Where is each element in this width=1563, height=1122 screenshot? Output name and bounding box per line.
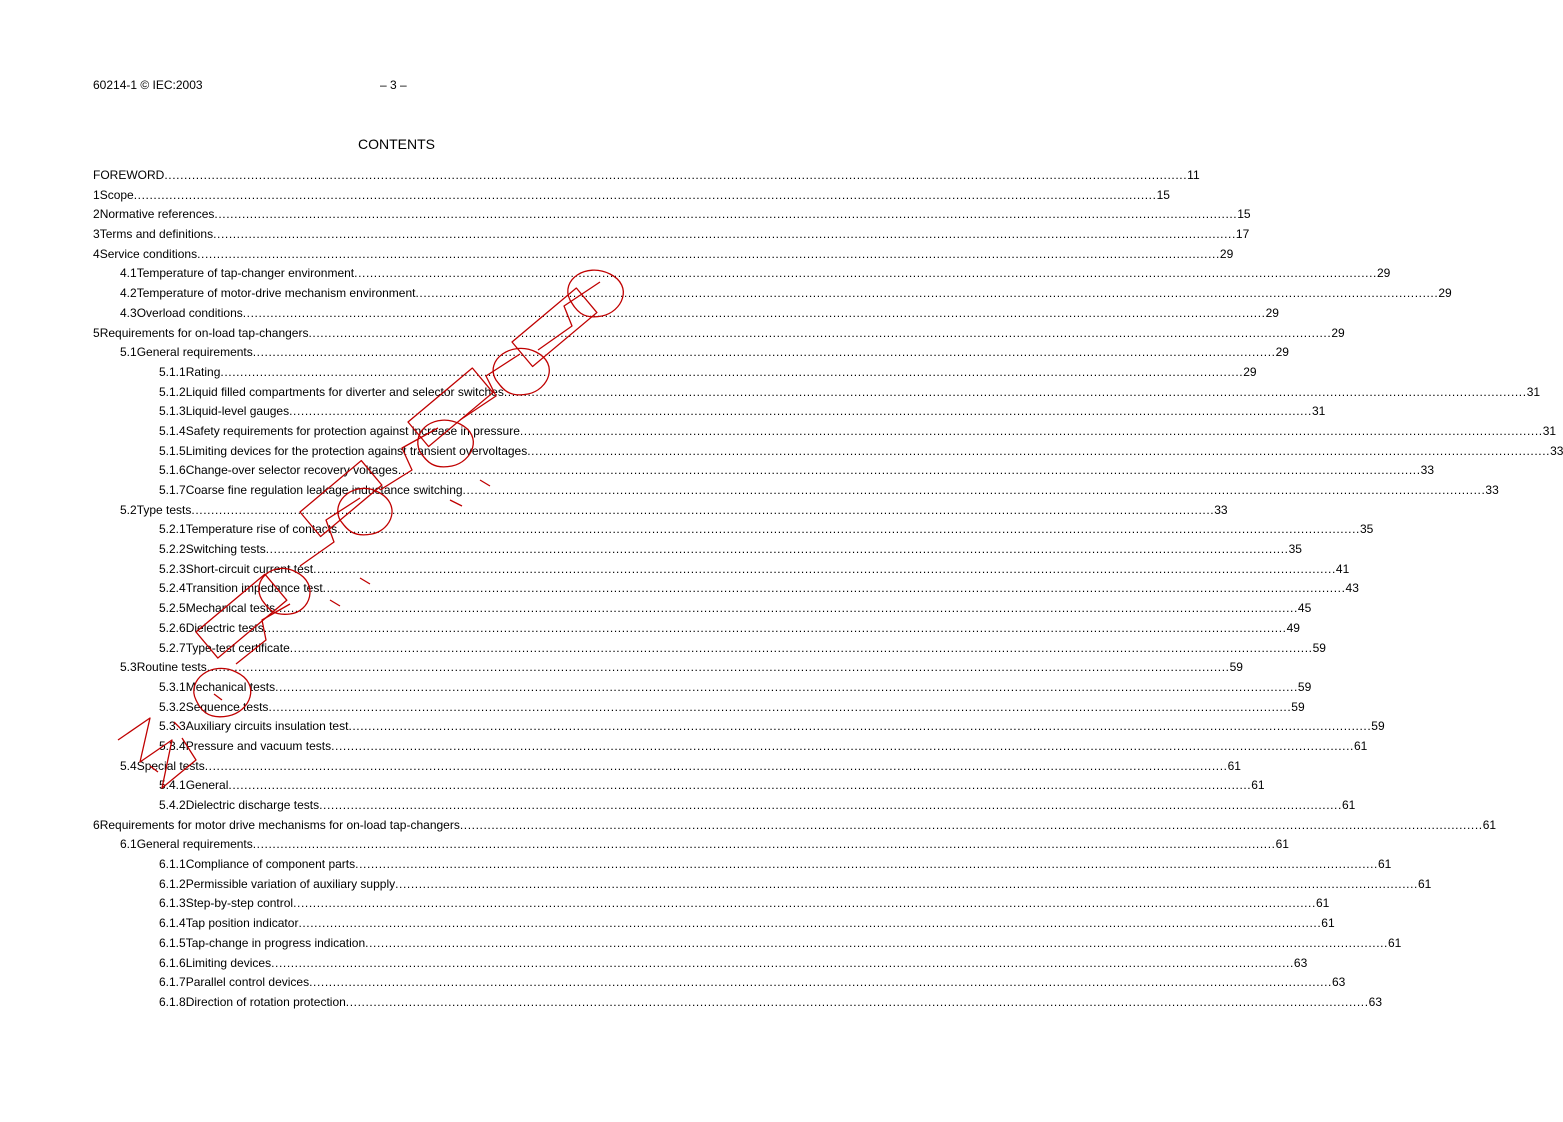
dot-leader: .................................................................................................................................................................................................................................................................... bbox=[293, 896, 1316, 911]
toc-entry-page: 43 bbox=[1345, 581, 1359, 596]
toc-entry-number: 6.1.7 bbox=[159, 975, 186, 990]
dot-leader: .................................................................................................................................................................................................................................................................... bbox=[519, 423, 1543, 438]
dot-leader: .................................................................................................................................................................................................................................................................... bbox=[265, 542, 1289, 557]
toc-entry[interactable] bbox=[93, 422, 1557, 442]
toc-entry-title: Limiting devices for the protection against transient overvoltages bbox=[185, 443, 528, 458]
toc-entry-title: Tap-change in progress indication bbox=[185, 935, 366, 950]
toc-entry-page: 31 bbox=[1542, 423, 1557, 438]
toc-entry[interactable] bbox=[93, 816, 1497, 836]
toc-entry-title: Liquid-level gauges bbox=[185, 404, 290, 419]
dot-leader: .................................................................................................................................................................................................................................................................... bbox=[354, 266, 1377, 281]
dot-leader: .................................................................................................................................................................................................................................................................... bbox=[275, 601, 1298, 616]
toc-entry-page: 17 bbox=[1235, 227, 1250, 242]
toc-entry-title: Coarse fine regulation leakage inductance switching bbox=[185, 483, 463, 497]
toc-entry-number: 5.4 bbox=[120, 758, 137, 773]
toc-entry-number: 5.3.4 bbox=[159, 738, 186, 753]
dot-leader: .................................................................................................................................................................................................................................................................... bbox=[289, 404, 1312, 419]
toc-entry-page: 45 bbox=[1297, 601, 1312, 616]
toc-entry-number: 5.2.7 bbox=[159, 640, 186, 655]
dot-leader: .................................................................................................................................................................................................................................................................... bbox=[263, 620, 1287, 635]
dot-leader: .................................................................................................................................................................................................................................................................... bbox=[527, 443, 1551, 458]
dot-leader: .................................................................................................................................................................................................................................................................... bbox=[355, 857, 1378, 872]
toc-entry[interactable] bbox=[93, 540, 1302, 560]
dot-leader: .................................................................................................................................................................................................................................................................... bbox=[319, 798, 1342, 812]
dot-leader: .................................................................................................................................................................................................................................................................... bbox=[397, 463, 1421, 478]
toc-entry-page: 49 bbox=[1286, 620, 1300, 635]
toc-entry-page: 61 bbox=[1353, 738, 1368, 753]
toc-entry[interactable] bbox=[93, 343, 1289, 363]
toc-entry-number: 5.4.1 bbox=[159, 778, 186, 793]
toc-entry[interactable] bbox=[93, 993, 1382, 1013]
dot-leader: .................................................................................................................................................................................................................................................................... bbox=[268, 699, 1292, 714]
dot-leader: .................................................................................................................................................................................................................................................................... bbox=[337, 522, 1360, 537]
dot-leader: .................................................................................................................................................................................................................................................................... bbox=[214, 207, 1238, 222]
toc-entry-page: 35 bbox=[1288, 542, 1302, 557]
toc-entry[interactable] bbox=[93, 520, 1374, 540]
toc-entry[interactable] bbox=[93, 442, 1563, 462]
toc-entry-page: 31 bbox=[1526, 384, 1541, 399]
toc-entry-title: Transition impedance test bbox=[185, 581, 323, 596]
dot-leader: .................................................................................................................................................................................................................................................................... bbox=[503, 384, 1527, 399]
toc-entry-number: 6 bbox=[93, 817, 100, 832]
toc-entry[interactable] bbox=[93, 717, 1385, 737]
toc-entry-title: Sequence tests bbox=[185, 699, 269, 714]
toc-entry-title: Pressure and vacuum tests bbox=[185, 738, 332, 753]
toc-entry-title: Short-circuit current test bbox=[185, 561, 314, 576]
toc-entry-title: Service conditions bbox=[99, 246, 198, 261]
toc-entry-page: 29 bbox=[1376, 266, 1391, 281]
toc-entry-title: Temperature of tap-changer environment bbox=[136, 266, 355, 281]
toc-entry-page: 63 bbox=[1368, 994, 1382, 1009]
toc-entry-title: Requirements for motor drive mechanisms for on-load tap-changers bbox=[99, 817, 460, 832]
toc-entry[interactable] bbox=[93, 914, 1335, 934]
dot-leader: .................................................................................................................................................................................................................................................................... bbox=[289, 640, 1313, 655]
toc-entry-number: 5.1.1 bbox=[159, 364, 186, 379]
dot-leader: .................................................................................................................................................................................................................................................................... bbox=[197, 246, 1220, 261]
toc-entry-title: Normative references bbox=[99, 207, 215, 222]
toc-entry-title: Temperature rise of contacts bbox=[185, 522, 338, 537]
toc-entry[interactable] bbox=[93, 304, 1279, 324]
toc-entry-page: 29 bbox=[1331, 325, 1345, 340]
toc-entry-number: 4.2 bbox=[120, 286, 137, 301]
toc-entry-page: 29 bbox=[1438, 286, 1452, 301]
toc-entry-page: 61 bbox=[1482, 817, 1497, 832]
dot-leader: .................................................................................................................................................................................................................................................................... bbox=[275, 679, 1298, 694]
toc-entry-number: 5.3.2 bbox=[159, 699, 186, 714]
toc-entry[interactable] bbox=[93, 973, 1346, 993]
toc-entry-title: Auxiliary circuits insulation test bbox=[185, 719, 349, 734]
toc-entry-title: Parallel control devices bbox=[185, 975, 310, 990]
toc-entry[interactable] bbox=[93, 599, 1312, 619]
toc-entry-title: Temperature of motor-drive mechanism environment bbox=[136, 286, 416, 301]
toc-entry-page: 61 bbox=[1341, 798, 1356, 812]
toc-entry-number: 4.1 bbox=[120, 266, 137, 281]
toc-entry-title: Switching tests bbox=[185, 542, 266, 557]
toc-entry-title: Liquid filled compartments for diverter and selector switches bbox=[185, 384, 504, 399]
toc-entry[interactable] bbox=[93, 678, 1312, 698]
toc-entry-page: 15 bbox=[1237, 207, 1251, 222]
toc-entry[interactable] bbox=[93, 934, 1402, 954]
toc-entry[interactable] bbox=[93, 560, 1350, 580]
toc-entry-title: Direction of rotation protection bbox=[185, 994, 346, 1009]
page-number: – 3 – bbox=[380, 78, 407, 92]
dot-leader: .................................................................................................................................................................................................................................................................... bbox=[252, 345, 1276, 360]
toc-entry[interactable] bbox=[93, 186, 1170, 206]
dot-leader: .................................................................................................................................................................................................................................................................... bbox=[252, 837, 1276, 852]
toc-entry-number: 5.2.3 bbox=[159, 561, 186, 576]
dot-leader: .................................................................................................................................................................................................................................................................... bbox=[365, 935, 1388, 950]
dot-leader: .................................................................................................................................................................................................................................................................... bbox=[242, 305, 1266, 320]
dot-leader: .................................................................................................................................................................................................................................................................... bbox=[331, 738, 1354, 753]
toc-entry[interactable] bbox=[93, 757, 1241, 777]
table-of-contents bbox=[93, 166, 1563, 1013]
toc-entry-title: General requirements bbox=[136, 345, 253, 360]
toc-entry[interactable] bbox=[93, 324, 1345, 344]
toc-entry[interactable] bbox=[93, 639, 1326, 659]
dot-leader: .................................................................................................................................................................................................................................................................... bbox=[395, 876, 1418, 891]
toc-entry[interactable] bbox=[93, 383, 1541, 403]
toc-entry-title: Compliance of component parts bbox=[185, 857, 356, 872]
toc-entry-page: 35 bbox=[1359, 522, 1374, 537]
toc-entry[interactable] bbox=[93, 579, 1359, 599]
toc-entry-number: 5.3.1 bbox=[159, 679, 186, 694]
toc-entry-number: 5.2.5 bbox=[159, 601, 186, 616]
toc-entry-number: 6.1.2 bbox=[159, 876, 186, 891]
toc-entry[interactable] bbox=[93, 481, 1499, 501]
toc-entry[interactable] bbox=[93, 737, 1368, 757]
dot-leader: .................................................................................................................................................................................................................................................................... bbox=[298, 916, 1322, 931]
toc-entry-page: 63 bbox=[1331, 975, 1346, 990]
toc-entry-page: 33 bbox=[1214, 502, 1228, 517]
toc-entry[interactable] bbox=[93, 658, 1243, 678]
toc-entry[interactable] bbox=[93, 205, 1251, 225]
toc-entry-page: 31 bbox=[1311, 404, 1326, 419]
dot-leader: .................................................................................................................................................................................................................................................................... bbox=[345, 994, 1369, 1009]
toc-entry-title: Dielectric tests bbox=[185, 620, 264, 635]
toc-entry-page: 61 bbox=[1251, 778, 1265, 793]
toc-entry[interactable] bbox=[93, 461, 1435, 481]
toc-entry[interactable] bbox=[93, 501, 1228, 521]
toc-entry-number: 5.1.7 bbox=[159, 483, 186, 497]
toc-entry-page: 11 bbox=[1187, 168, 1200, 182]
dot-leader: .................................................................................................................................................................................................................................................................... bbox=[313, 561, 1336, 576]
dot-leader: .................................................................................................................................................................................................................................................................... bbox=[164, 168, 1188, 182]
toc-entry-title: Mechanical tests bbox=[185, 601, 276, 616]
toc-entry-number: 6.1.8 bbox=[159, 994, 186, 1009]
toc-entry-number: 6.1.6 bbox=[159, 955, 186, 970]
toc-entry-page: 61 bbox=[1227, 758, 1241, 773]
toc-entry-number: 1 bbox=[93, 187, 100, 202]
dot-leader: .................................................................................................................................................................................................................................................................... bbox=[459, 817, 1483, 832]
dot-leader: .................................................................................................................................................................................................................................................................... bbox=[348, 719, 1372, 734]
toc-entry[interactable] bbox=[93, 796, 1356, 816]
toc-entry-number: 5.2.4 bbox=[159, 581, 186, 596]
toc-entry-title: Type tests bbox=[136, 502, 192, 517]
toc-entry[interactable] bbox=[93, 835, 1289, 855]
toc-entry-number: 3 bbox=[93, 227, 100, 242]
toc-entry-number: 5.1.4 bbox=[159, 423, 186, 438]
toc-entry-number: 5.1.2 bbox=[159, 384, 186, 399]
toc-entry-title: Dielectric discharge tests bbox=[185, 798, 320, 812]
toc-entry-number: 5.1.6 bbox=[159, 463, 186, 478]
toc-entry-number: 5.1.5 bbox=[159, 443, 186, 458]
toc-entry-number: 5 bbox=[93, 325, 100, 340]
toc-entry-title: Limiting devices bbox=[185, 955, 272, 970]
dot-leader: .................................................................................................................................................................................................................................................................... bbox=[308, 325, 1332, 340]
toc-entry-page: 33 bbox=[1485, 483, 1499, 497]
toc-entry-page: 61 bbox=[1388, 935, 1402, 950]
toc-entry-page: 61 bbox=[1315, 896, 1330, 911]
toc-entry-title: Scope bbox=[99, 187, 134, 202]
toc-entry-page: 15 bbox=[1156, 187, 1170, 202]
dot-leader: .................................................................................................................................................................................................................................................................... bbox=[191, 502, 1215, 517]
toc-entry-page: 61 bbox=[1377, 857, 1392, 872]
toc-entry-number: 5.2.2 bbox=[159, 542, 186, 557]
toc-entry-number: 6.1.1 bbox=[159, 857, 186, 872]
dot-leader: .................................................................................................................................................................................................................................................................... bbox=[206, 660, 1230, 675]
toc-entry-title: Special tests bbox=[136, 758, 205, 773]
toc-entry-page: 59 bbox=[1291, 699, 1305, 714]
dot-leader: .................................................................................................................................................................................................................................................................... bbox=[462, 483, 1486, 497]
dot-leader: .................................................................................................................................................................................................................................................................... bbox=[309, 975, 1332, 990]
toc-entry[interactable] bbox=[93, 264, 1391, 284]
dot-leader: .................................................................................................................................................................................................................................................................... bbox=[213, 227, 1236, 242]
toc-entry-page: 59 bbox=[1297, 679, 1312, 694]
toc-entry-title: General requirements bbox=[136, 837, 253, 852]
toc-entry-title: General bbox=[185, 778, 229, 793]
toc-entry-title: Requirements for on-load tap-changers bbox=[99, 325, 309, 340]
toc-entry[interactable] bbox=[93, 402, 1326, 422]
toc-entry[interactable] bbox=[93, 776, 1265, 796]
toc-entry[interactable] bbox=[93, 363, 1257, 383]
dot-leader: .................................................................................................................................................................................................................................................................... bbox=[204, 758, 1228, 773]
toc-entry[interactable] bbox=[93, 245, 1234, 265]
toc-entry-page: 63 bbox=[1293, 955, 1308, 970]
toc-entry-page: 61 bbox=[1275, 837, 1289, 852]
toc-entry-number: 5.1 bbox=[120, 345, 137, 360]
toc-entry-title: Overload conditions bbox=[136, 305, 243, 320]
toc-entry-page: 29 bbox=[1265, 305, 1279, 320]
toc-entry-title: Step-by-step control bbox=[185, 896, 294, 911]
dot-leader: .................................................................................................................................................................................................................................................................... bbox=[133, 187, 1157, 202]
toc-entry-number: 5.3 bbox=[120, 660, 137, 675]
toc-entry[interactable] bbox=[93, 225, 1250, 245]
toc-entry-title: Rating bbox=[185, 364, 221, 379]
toc-entry-number: 5.1.3 bbox=[159, 404, 186, 419]
toc-entry[interactable] bbox=[93, 894, 1330, 914]
toc-entry-title: Mechanical tests bbox=[185, 679, 276, 694]
toc-entry-page: 59 bbox=[1312, 640, 1326, 655]
page-title: CONTENTS bbox=[358, 136, 435, 152]
toc-entry-page: 61 bbox=[1417, 876, 1432, 891]
toc-entry-number: 5.3.3 bbox=[159, 719, 186, 734]
running-header-standard: 60214-1 © IEC:2003 bbox=[93, 78, 203, 92]
toc-entry-title: Tap position indicator bbox=[185, 916, 299, 931]
toc-entry-page: 41 bbox=[1335, 561, 1350, 576]
toc-entry-page: 61 bbox=[1321, 916, 1335, 931]
toc-entry-page: 59 bbox=[1229, 660, 1243, 675]
dot-leader: .................................................................................................................................................................................................................................................................... bbox=[220, 364, 1244, 379]
toc-entry[interactable] bbox=[93, 875, 1432, 895]
toc-entry-number: 6.1.5 bbox=[159, 935, 186, 950]
toc-entry-title: Type-test certificate bbox=[185, 640, 290, 655]
toc-entry-page: 29 bbox=[1275, 345, 1289, 360]
toc-entry-page: 29 bbox=[1243, 364, 1257, 379]
toc-entry-title: FOREWORD bbox=[93, 168, 165, 182]
toc-entry[interactable] bbox=[93, 954, 1308, 974]
dot-leader: .................................................................................................................................................................................................................................................................... bbox=[322, 581, 1346, 596]
toc-entry-page: 29 bbox=[1219, 246, 1234, 261]
toc-entry-page: 59 bbox=[1371, 719, 1385, 734]
toc-entry-title: Permissible variation of auxiliary supply bbox=[185, 876, 396, 891]
toc-entry[interactable] bbox=[93, 619, 1300, 639]
toc-entry-title: Terms and definitions bbox=[99, 227, 214, 242]
toc-entry[interactable] bbox=[93, 855, 1392, 875]
toc-entry-number: 2 bbox=[93, 207, 100, 222]
toc-entry-title: Change-over selector recovery voltages bbox=[185, 463, 398, 478]
toc-entry-number: 6.1 bbox=[120, 837, 137, 852]
dot-leader: .................................................................................................................................................................................................................................................................... bbox=[415, 286, 1439, 301]
toc-entry-title: Routine tests bbox=[136, 660, 207, 675]
toc-entry-page: 33 bbox=[1420, 463, 1435, 478]
toc-entry-number: 4.3 bbox=[120, 305, 137, 320]
toc-entry[interactable] bbox=[93, 698, 1305, 718]
toc-entry-number: 5.4.2 bbox=[159, 798, 186, 812]
dot-leader: .................................................................................................................................................................................................................................................................... bbox=[228, 778, 1252, 793]
toc-entry-number: 6.1.4 bbox=[159, 916, 186, 931]
dot-leader: .................................................................................................................................................................................................................................................................... bbox=[271, 955, 1294, 970]
toc-entry-number: 5.2 bbox=[120, 502, 137, 517]
toc-entry-number: 4 bbox=[93, 246, 100, 261]
toc-entry[interactable] bbox=[93, 166, 1200, 186]
toc-entry-number: 5.2.1 bbox=[159, 522, 186, 537]
toc-entry-number: 6.1.3 bbox=[159, 896, 186, 911]
toc-entry-number: 5.2.6 bbox=[159, 620, 186, 635]
toc-entry-page: 33 bbox=[1550, 443, 1563, 458]
toc-entry[interactable] bbox=[93, 284, 1452, 304]
toc-entry-title: Safety requirements for protection against increase in pressure bbox=[185, 423, 520, 438]
